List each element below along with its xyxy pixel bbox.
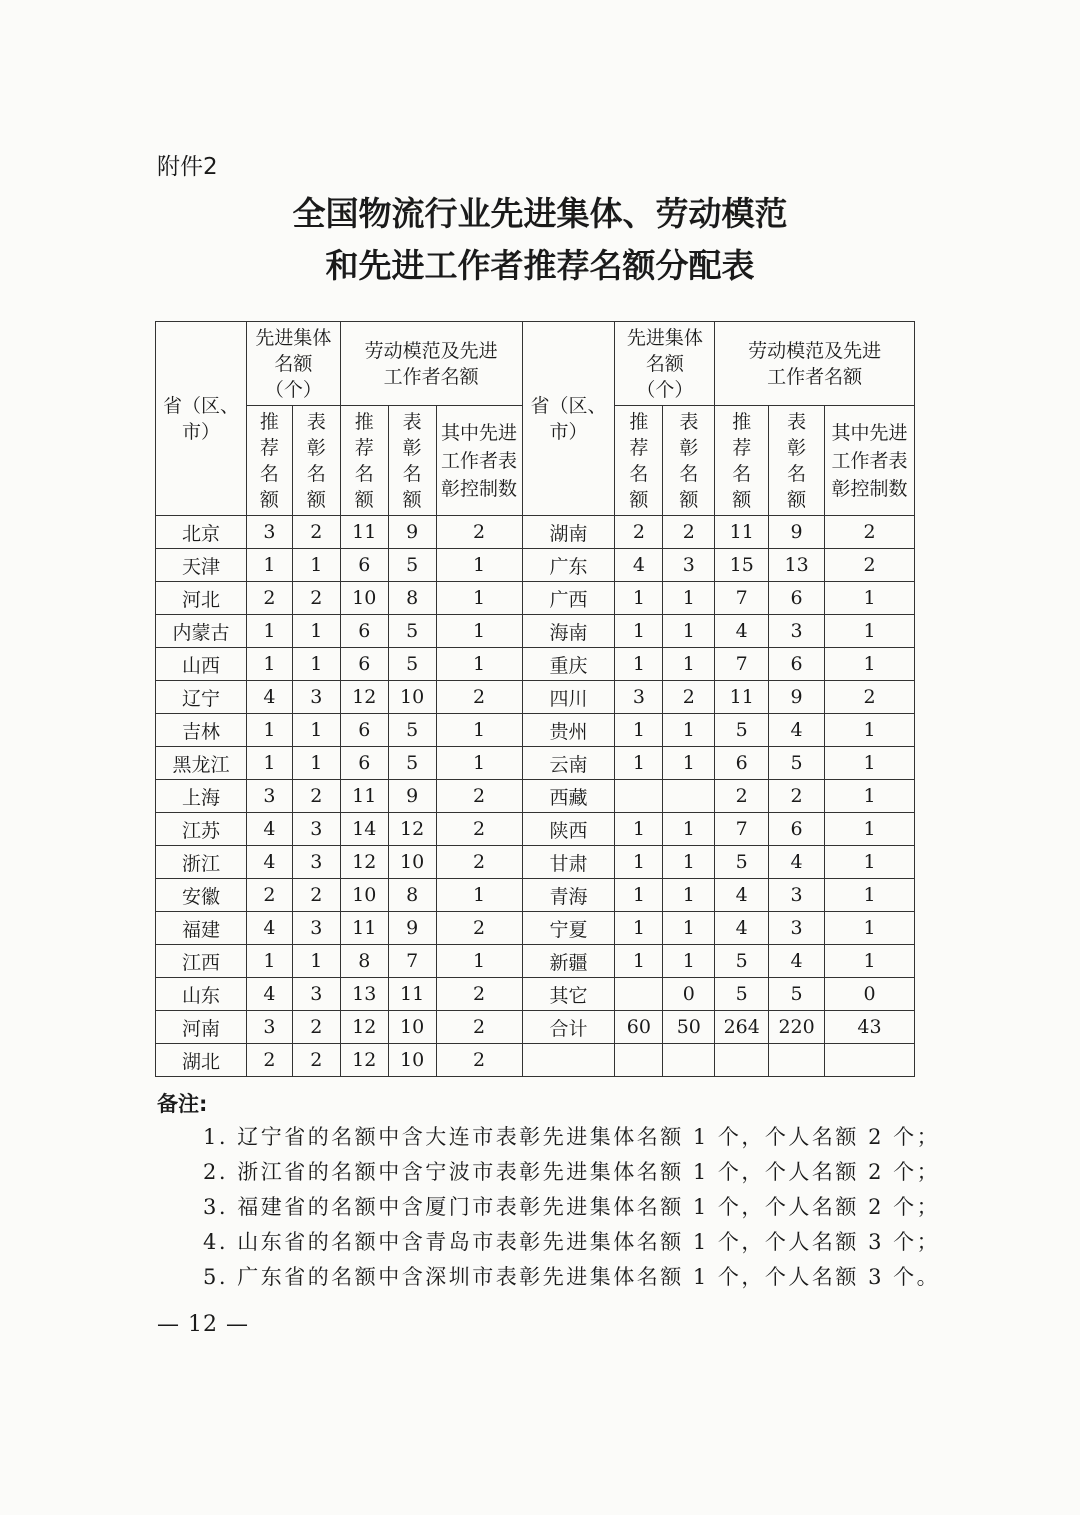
province-cell: 西藏 [522, 780, 615, 813]
province-cell: 宁夏 [522, 912, 615, 945]
value-cell: 2 [615, 516, 663, 549]
value-cell: 5 [388, 747, 436, 780]
value-cell: 2 [715, 780, 769, 813]
value-cell: 1 [292, 648, 340, 681]
value-cell: 11 [715, 681, 769, 714]
value-cell: 10 [388, 1044, 436, 1077]
value-cell: 1 [615, 615, 663, 648]
value-cell: 10 [388, 846, 436, 879]
value-cell: 12 [340, 846, 388, 879]
value-cell: 3 [292, 846, 340, 879]
value-cell: 1 [615, 879, 663, 912]
province-cell: 贵州 [522, 714, 615, 747]
value-cell: 4 [246, 813, 292, 846]
value-cell: 3 [292, 978, 340, 1011]
value-cell: 9 [388, 780, 436, 813]
value-cell: 2 [436, 978, 522, 1011]
province-cell: 湖南 [522, 516, 615, 549]
value-cell [615, 1044, 663, 1077]
value-cell: 7 [388, 945, 436, 978]
value-cell: 1 [663, 615, 715, 648]
value-cell: 264 [715, 1011, 769, 1044]
value-cell: 5 [715, 714, 769, 747]
value-cell [615, 780, 663, 813]
table-row [156, 1011, 915, 1044]
value-cell: 3 [292, 912, 340, 945]
attachment-label: 附件2 [157, 154, 218, 180]
allocation-table [155, 321, 915, 1077]
value-cell: 2 [663, 516, 715, 549]
province-cell [522, 1044, 615, 1077]
value-cell: 1 [825, 582, 915, 615]
value-cell: 4 [715, 912, 769, 945]
province-cell: 内蒙古 [156, 615, 247, 648]
value-cell: 4 [246, 912, 292, 945]
value-cell: 11 [340, 516, 388, 549]
province-cell: 上海 [156, 780, 247, 813]
value-cell: 7 [715, 648, 769, 681]
value-cell: 1 [436, 879, 522, 912]
value-cell: 2 [292, 879, 340, 912]
value-cell: 1 [825, 648, 915, 681]
header-collective-commend: 表彰名额 [292, 406, 340, 516]
header-worker-control: 其中先进工作者表彰控制数 [825, 406, 915, 516]
value-cell: 5 [388, 615, 436, 648]
table-row [156, 978, 915, 1011]
value-cell: 1 [615, 582, 663, 615]
province-cell: 江苏 [156, 813, 247, 846]
province-cell: 辽宁 [156, 681, 247, 714]
value-cell: 6 [340, 747, 388, 780]
value-cell: 1 [825, 813, 915, 846]
value-cell: 1 [292, 549, 340, 582]
note-item: 1. 辽宁省的名额中含大连市表彰先进集体名额 1 个，个人名额 2 个； [203, 1125, 941, 1149]
value-cell: 13 [340, 978, 388, 1011]
value-cell: 2 [292, 1044, 340, 1077]
value-cell: 1 [292, 747, 340, 780]
province-cell: 广西 [522, 582, 615, 615]
value-cell: 0 [825, 978, 915, 1011]
value-cell: 9 [769, 681, 825, 714]
value-cell: 1 [615, 945, 663, 978]
value-cell: 11 [715, 516, 769, 549]
value-cell: 2 [292, 582, 340, 615]
value-cell: 15 [715, 549, 769, 582]
value-cell: 2 [436, 681, 522, 714]
value-cell: 3 [769, 912, 825, 945]
value-cell: 0 [663, 978, 715, 1011]
document-title-line-1: 全国物流行业先进集体、劳动模范 [292, 194, 788, 233]
value-cell [615, 978, 663, 1011]
table-row [156, 879, 915, 912]
value-cell: 1 [663, 945, 715, 978]
table-row [156, 747, 915, 780]
value-cell: 10 [388, 1011, 436, 1044]
value-cell: 11 [340, 912, 388, 945]
value-cell [663, 780, 715, 813]
value-cell: 5 [715, 846, 769, 879]
value-cell: 1 [615, 648, 663, 681]
value-cell: 4 [246, 681, 292, 714]
value-cell: 2 [436, 813, 522, 846]
province-cell: 山东 [156, 978, 247, 1011]
value-cell: 3 [769, 879, 825, 912]
value-cell: 6 [769, 648, 825, 681]
value-cell: 3 [246, 516, 292, 549]
value-cell: 1 [663, 714, 715, 747]
header-individual-recommend: 推荐名额 [340, 406, 388, 516]
value-cell: 1 [436, 714, 522, 747]
table-row [156, 780, 915, 813]
header-collective-recommend: 推荐名额 [246, 406, 292, 516]
value-cell: 5 [769, 747, 825, 780]
province-cell: 天津 [156, 549, 247, 582]
value-cell: 1 [825, 945, 915, 978]
value-cell: 6 [715, 747, 769, 780]
value-cell: 4 [246, 846, 292, 879]
value-cell: 1 [663, 879, 715, 912]
value-cell: 9 [769, 516, 825, 549]
value-cell: 1 [615, 747, 663, 780]
value-cell: 11 [388, 978, 436, 1011]
note-item: 4. 山东省的名额中含青岛市表彰先进集体名额 1 个，个人名额 3 个； [203, 1230, 941, 1254]
value-cell: 12 [388, 813, 436, 846]
province-cell: 新疆 [522, 945, 615, 978]
province-cell: 河北 [156, 582, 247, 615]
value-cell: 1 [246, 747, 292, 780]
header-individual-recommend: 推荐名额 [715, 406, 769, 516]
value-cell: 1 [615, 912, 663, 945]
value-cell: 1 [292, 945, 340, 978]
value-cell: 1 [663, 813, 715, 846]
value-cell: 220 [769, 1011, 825, 1044]
value-cell: 2 [436, 846, 522, 879]
value-cell: 1 [663, 648, 715, 681]
value-cell: 1 [246, 714, 292, 747]
value-cell: 4 [615, 549, 663, 582]
value-cell: 9 [388, 912, 436, 945]
value-cell: 1 [436, 945, 522, 978]
province-cell: 河南 [156, 1011, 247, 1044]
value-cell [715, 1044, 769, 1077]
value-cell: 1 [292, 615, 340, 648]
value-cell: 4 [246, 978, 292, 1011]
value-cell: 12 [340, 1011, 388, 1044]
value-cell: 1 [825, 780, 915, 813]
value-cell: 1 [436, 549, 522, 582]
province-cell: 合计 [522, 1011, 615, 1044]
table-row [156, 516, 915, 549]
value-cell: 7 [715, 582, 769, 615]
value-cell: 5 [769, 978, 825, 1011]
value-cell: 1 [825, 846, 915, 879]
value-cell: 2 [825, 681, 915, 714]
notes-label: 备注: [157, 1092, 208, 1116]
value-cell: 1 [825, 714, 915, 747]
province-cell: 福建 [156, 912, 247, 945]
province-cell: 广东 [522, 549, 615, 582]
province-cell: 江西 [156, 945, 247, 978]
province-cell: 青海 [522, 879, 615, 912]
value-cell: 2 [246, 582, 292, 615]
header-collective-recommend: 推荐名额 [615, 406, 663, 516]
value-cell: 6 [769, 582, 825, 615]
value-cell: 1 [436, 582, 522, 615]
note-item: 3. 福建省的名额中含厦门市表彰先进集体名额 1 个，个人名额 2 个； [203, 1195, 941, 1219]
value-cell: 3 [292, 813, 340, 846]
value-cell: 2 [436, 516, 522, 549]
table-row [156, 813, 915, 846]
table-row [156, 945, 915, 978]
value-cell: 1 [663, 582, 715, 615]
value-cell: 4 [769, 846, 825, 879]
value-cell: 1 [825, 747, 915, 780]
province-cell: 云南 [522, 747, 615, 780]
province-cell: 安徽 [156, 879, 247, 912]
value-cell: 2 [825, 549, 915, 582]
value-cell: 2 [246, 879, 292, 912]
value-cell: 50 [663, 1011, 715, 1044]
value-cell: 1 [825, 615, 915, 648]
value-cell: 6 [340, 615, 388, 648]
province-cell: 甘肃 [522, 846, 615, 879]
value-cell: 12 [340, 681, 388, 714]
value-cell: 7 [715, 813, 769, 846]
value-cell: 2 [663, 681, 715, 714]
value-cell: 3 [292, 681, 340, 714]
value-cell: 6 [340, 648, 388, 681]
value-cell: 4 [715, 879, 769, 912]
value-cell: 6 [769, 813, 825, 846]
header-province-left: 省（区、市） [156, 322, 247, 516]
header-individual-commend: 表彰名额 [388, 406, 436, 516]
value-cell: 1 [825, 879, 915, 912]
value-cell: 1 [436, 615, 522, 648]
table-row [156, 681, 915, 714]
value-cell: 2 [436, 912, 522, 945]
value-cell: 2 [292, 780, 340, 813]
value-cell: 2 [246, 1044, 292, 1077]
value-cell: 9 [388, 516, 436, 549]
value-cell: 43 [825, 1011, 915, 1044]
value-cell: 5 [715, 978, 769, 1011]
value-cell: 1 [663, 912, 715, 945]
value-cell: 1 [663, 747, 715, 780]
header-individual-right: 劳动模范及先进工作者名额 [715, 322, 915, 406]
value-cell: 8 [388, 879, 436, 912]
province-cell: 四川 [522, 681, 615, 714]
value-cell: 1 [663, 846, 715, 879]
value-cell [825, 1044, 915, 1077]
province-cell: 海南 [522, 615, 615, 648]
value-cell: 1 [615, 813, 663, 846]
value-cell: 11 [340, 780, 388, 813]
value-cell: 10 [388, 681, 436, 714]
value-cell: 3 [663, 549, 715, 582]
value-cell: 1 [246, 549, 292, 582]
value-cell: 6 [340, 549, 388, 582]
value-cell: 1 [615, 714, 663, 747]
value-cell: 1 [292, 714, 340, 747]
header-individual-commend: 表彰名额 [769, 406, 825, 516]
value-cell: 4 [769, 714, 825, 747]
value-cell: 1 [246, 615, 292, 648]
note-item: 2. 浙江省的名额中含宁波市表彰先进集体名额 1 个，个人名额 2 个； [203, 1160, 941, 1184]
table-row [156, 1044, 915, 1077]
value-cell: 2 [436, 1011, 522, 1044]
value-cell: 1 [436, 747, 522, 780]
value-cell: 60 [615, 1011, 663, 1044]
page-number: — 12 — [157, 1312, 249, 1337]
province-cell: 湖北 [156, 1044, 247, 1077]
value-cell: 6 [340, 714, 388, 747]
header-collective-commend: 表彰名额 [663, 406, 715, 516]
province-cell: 北京 [156, 516, 247, 549]
value-cell: 10 [340, 879, 388, 912]
value-cell: 14 [340, 813, 388, 846]
province-cell: 浙江 [156, 846, 247, 879]
province-cell: 黑龙江 [156, 747, 247, 780]
table-row [156, 582, 915, 615]
value-cell: 1 [436, 648, 522, 681]
value-cell: 2 [292, 516, 340, 549]
province-cell: 重庆 [522, 648, 615, 681]
value-cell: 2 [292, 1011, 340, 1044]
value-cell: 2 [825, 516, 915, 549]
province-cell: 陕西 [522, 813, 615, 846]
header-collective-left: 先进集体名额（个） [246, 322, 340, 406]
value-cell: 13 [769, 549, 825, 582]
value-cell: 5 [388, 648, 436, 681]
value-cell: 3 [769, 615, 825, 648]
table-row [156, 714, 915, 747]
value-cell: 2 [436, 1044, 522, 1077]
value-cell: 12 [340, 1044, 388, 1077]
value-cell: 1 [246, 648, 292, 681]
value-cell: 4 [715, 615, 769, 648]
province-cell: 山西 [156, 648, 247, 681]
document-title-line-2: 和先进工作者推荐名额分配表 [325, 246, 755, 285]
header-province-right: 省（区、市） [522, 322, 615, 516]
value-cell: 8 [388, 582, 436, 615]
province-cell: 其它 [522, 978, 615, 1011]
value-cell: 3 [246, 1011, 292, 1044]
table-row [156, 648, 915, 681]
value-cell: 8 [340, 945, 388, 978]
value-cell: 1 [615, 846, 663, 879]
value-cell [769, 1044, 825, 1077]
note-item: 5. 广东省的名额中含深圳市表彰先进集体名额 1 个，个人名额 3 个。 [203, 1265, 941, 1289]
value-cell: 5 [715, 945, 769, 978]
province-cell: 吉林 [156, 714, 247, 747]
value-cell: 10 [340, 582, 388, 615]
value-cell: 2 [436, 780, 522, 813]
table-row [156, 615, 915, 648]
table-row [156, 846, 915, 879]
table-row [156, 912, 915, 945]
value-cell: 4 [769, 945, 825, 978]
header-collective-right: 先进集体名额（个） [615, 322, 715, 406]
value-cell: 5 [388, 549, 436, 582]
value-cell: 3 [246, 780, 292, 813]
header-worker-control: 其中先进工作者表彰控制数 [436, 406, 522, 516]
value-cell: 2 [769, 780, 825, 813]
value-cell: 1 [825, 912, 915, 945]
value-cell: 1 [246, 945, 292, 978]
value-cell: 3 [615, 681, 663, 714]
table-row [156, 549, 915, 582]
value-cell [663, 1044, 715, 1077]
notes-list [203, 1120, 940, 1295]
header-individual-left: 劳动模范及先进工作者名额 [340, 322, 522, 406]
value-cell: 5 [388, 714, 436, 747]
